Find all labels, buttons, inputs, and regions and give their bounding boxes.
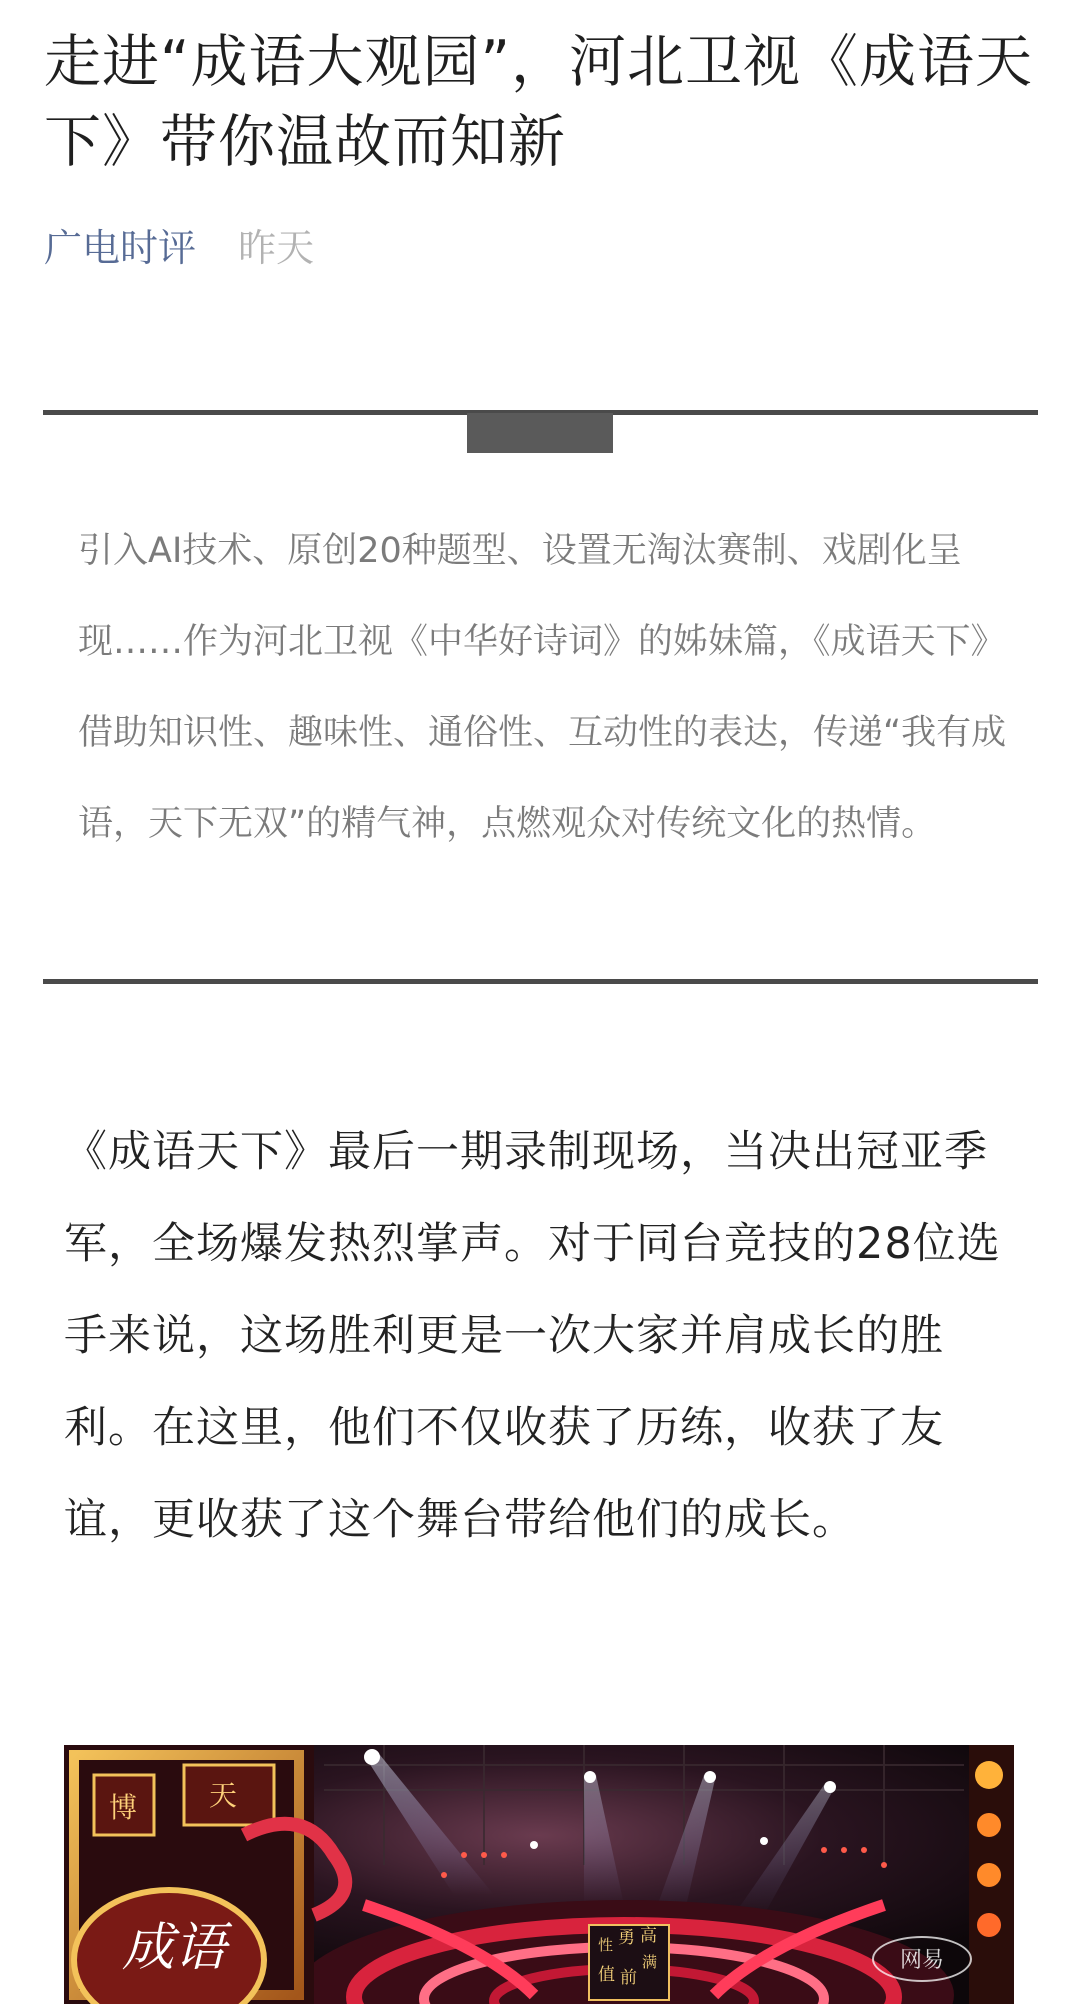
floor-char: 满: [642, 1953, 658, 1971]
author-link[interactable]: 广电时评: [44, 226, 197, 270]
show-logo-text: 成语: [122, 1918, 227, 1978]
floor-char: 勇: [618, 1928, 635, 1948]
article-summary: 引入AI技术、原创20种题型、设置无淘汰赛制、戏剧化呈现……作为河北卫视《中华好诗词》的姊妹篇，《成语天下》借助知识性、趣味性、通俗性、互动性的表达，传递“我有成语，天下无双”的精气神，点燃观众对传统文化的热情。: [78, 531, 1007, 844]
article-title: 走进“成语大观园”，河北卫视《成语天下》带你温故而知新: [44, 29, 1034, 175]
stage-scene-graphic: [64, 1745, 1014, 2004]
floor-char: 高: [640, 1926, 657, 1946]
floor-char: 性: [598, 1936, 614, 1954]
screen-char: 博: [109, 1791, 138, 1824]
stage-photo[interactable]: [64, 1745, 1014, 2004]
watermark-logo: 网易: [872, 1936, 972, 1982]
floor-char: 值: [598, 1965, 615, 1985]
article-paragraph: 《成语天下》最后一期录制现场，当决出冠亚季军，全场爆发热烈掌声。对于同台竞技的28位选手来说，这场胜利更是一次大家并肩成长的胜利。在这里，他们不仅收获了历练，收获了友谊，更收获了这个舞台带给他们的成长。: [64, 1127, 1001, 1545]
floor-char: 前: [620, 1968, 637, 1988]
publish-time: 昨天: [238, 226, 315, 270]
screen-char: 天: [209, 1779, 238, 1812]
summary-divider-tab: [467, 413, 613, 453]
article-meta: [44, 218, 314, 278]
summary-divider-bottom: [43, 979, 1038, 984]
